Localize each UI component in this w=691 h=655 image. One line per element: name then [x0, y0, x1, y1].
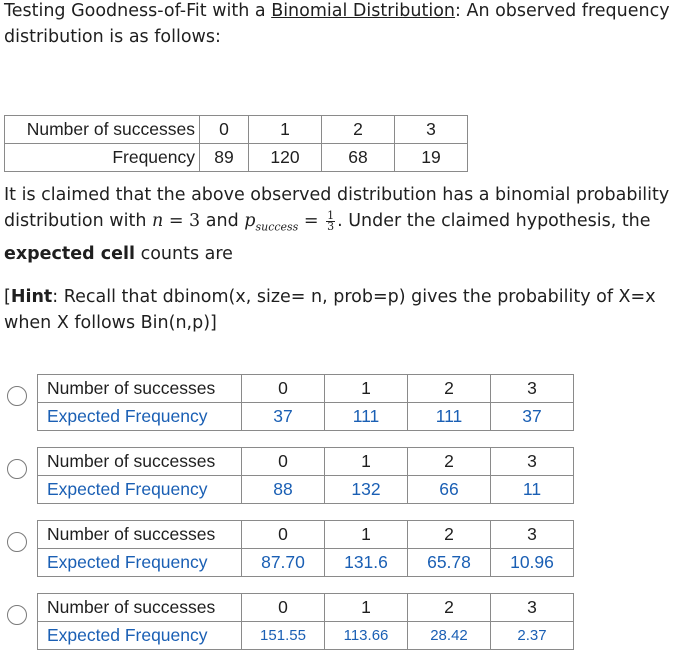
option-row-label: Number of successes: [38, 448, 242, 476]
observed-success-cell: 1: [249, 116, 322, 144]
hint-bracket: [: [4, 287, 11, 307]
claim-and: and: [200, 211, 245, 231]
expected-value-cell: 66: [408, 476, 491, 504]
expected-value-cell: 37: [242, 403, 325, 431]
option-row-label: Number of successes: [38, 594, 242, 622]
observed-frequency-row: [5, 144, 468, 172]
observed-frequency-cell: 89: [200, 144, 249, 172]
observed-success-cell: 2: [322, 116, 395, 144]
option-success-cell: 3: [491, 521, 574, 549]
option-successes-row: [38, 448, 574, 476]
claim-text: . Under the claimed hypothesis, the: [337, 211, 651, 231]
claim-text: counts are: [135, 243, 233, 264]
observed-frequency-cell: 120: [249, 144, 322, 172]
option-row-label: Number of successes: [38, 375, 242, 403]
option-success-cell: 0: [242, 375, 325, 403]
option-row-label: Number of successes: [38, 521, 242, 549]
fraction-denominator: 3: [327, 219, 335, 233]
math-eq-n: = 3: [163, 211, 201, 231]
option-successes-row: [38, 375, 574, 403]
option-success-cell: 1: [325, 375, 408, 403]
option-expected-row: [38, 403, 574, 431]
expected-value-cell: 113.66: [325, 622, 408, 650]
option-row-label: Expected Frequency: [38, 403, 242, 431]
option-success-cell: 1: [325, 521, 408, 549]
option-2-radio[interactable]: [7, 459, 27, 479]
observed-successes-row: [5, 116, 468, 144]
observed-frequency-cell: 19: [395, 144, 468, 172]
option-1-radio[interactable]: [7, 386, 27, 406]
claim-paragraph: [4, 182, 688, 267]
option-4-table[interactable]: [37, 593, 574, 650]
math-fraction: [326, 208, 335, 233]
observed-frequency-table: [4, 115, 468, 172]
claim-line-2: [4, 208, 688, 241]
hint-label: Hint: [10, 287, 53, 307]
expected-value-cell: 10.96: [491, 549, 574, 577]
fraction-numerator: 1: [327, 208, 335, 222]
option-3-radio[interactable]: [7, 532, 27, 552]
option-success-cell: 1: [325, 448, 408, 476]
option-row-label: Expected Frequency: [38, 476, 242, 504]
option-expected-row: [38, 622, 574, 650]
option-success-cell: 2: [408, 375, 491, 403]
option-successes-row: [38, 594, 574, 622]
option-success-cell: 3: [491, 594, 574, 622]
expected-value-cell: 88: [242, 476, 325, 504]
option-1-table[interactable]: [37, 374, 574, 431]
claim-line-1: It is claimed that the above observed distribution has a binomial probability: [4, 185, 670, 205]
intro-paragraph: [4, 0, 684, 50]
observed-success-cell: 0: [200, 116, 249, 144]
observed-row-label: Frequency: [5, 144, 200, 172]
option-successes-row: [38, 521, 574, 549]
expected-value-cell: 37: [491, 403, 574, 431]
expected-value-cell: 111: [325, 403, 408, 431]
intro-prefix: Testing Goodness-of-Fit with a: [4, 1, 272, 21]
math-n: n: [151, 211, 164, 231]
option-row-label: Expected Frequency: [38, 549, 242, 577]
hint-paragraph: [4, 284, 688, 336]
option-success-cell: 1: [325, 594, 408, 622]
observed-success-cell: 3: [395, 116, 468, 144]
option-success-cell: 0: [242, 594, 325, 622]
option-4-radio[interactable]: [7, 605, 27, 625]
math-p: p: [244, 211, 256, 231]
option-row-label: Expected Frequency: [38, 622, 242, 650]
option-success-cell: 2: [408, 448, 491, 476]
option-success-cell: 0: [242, 448, 325, 476]
option-3-table[interactable]: [37, 520, 574, 577]
observed-frequency-cell: 68: [322, 144, 395, 172]
claim-line-3: [4, 241, 688, 267]
option-success-cell: 3: [491, 375, 574, 403]
option-success-cell: 2: [408, 594, 491, 622]
expected-value-cell: 151.55: [242, 622, 325, 650]
expected-value-cell: 87.70: [242, 549, 325, 577]
option-expected-row: [38, 476, 574, 504]
expected-value-cell: 65.78: [408, 549, 491, 577]
expected-value-cell: 2.37: [491, 622, 574, 650]
math-p-subscript: success: [255, 220, 299, 234]
expected-value-cell: 11: [491, 476, 574, 504]
intro-suffix: : An observed frequency distribution is as follows:: [4, 1, 670, 47]
expected-value-cell: 111: [408, 403, 491, 431]
option-success-cell: 3: [491, 448, 574, 476]
option-2-table[interactable]: [37, 447, 574, 504]
option-success-cell: 2: [408, 521, 491, 549]
binomial-distribution-link[interactable]: Binomial Distribution: [271, 1, 456, 21]
hint-text: : Recall that dbinom(x, size= n, prob=p) gives the probability of X=x when X follows Bin(n,p)]: [4, 287, 656, 333]
math-eq-p: =: [298, 211, 325, 231]
option-expected-row: [38, 549, 574, 577]
observed-row-label: Number of successes: [5, 116, 200, 144]
expected-value-cell: 131.6: [325, 549, 408, 577]
expected-value-cell: 28.42: [408, 622, 491, 650]
option-success-cell: 0: [242, 521, 325, 549]
claim-bold-text: expected cell: [4, 243, 136, 264]
expected-value-cell: 132: [325, 476, 408, 504]
claim-text: distribution with: [4, 211, 152, 231]
